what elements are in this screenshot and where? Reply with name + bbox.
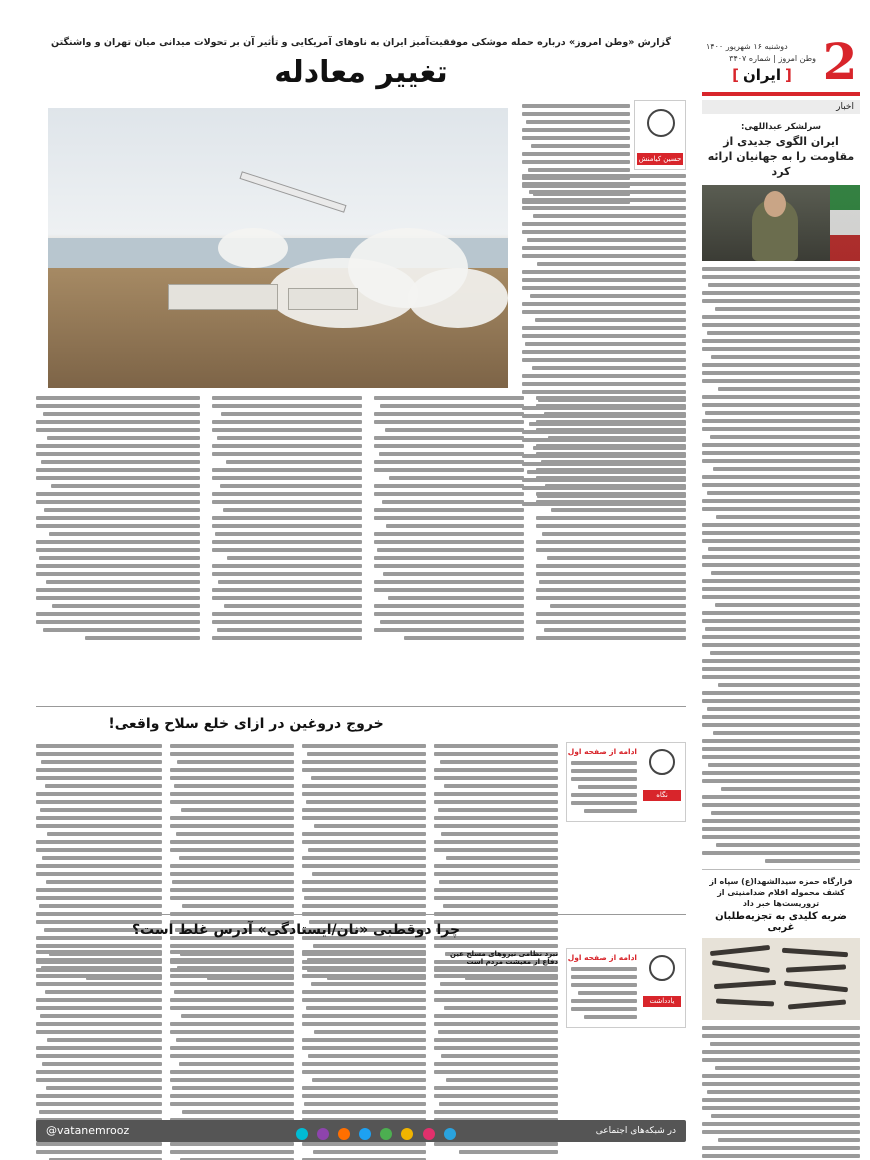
section-divider-2: [36, 914, 686, 915]
social-label: در شبکه‌های اجتماعی: [595, 1126, 676, 1136]
story3-intro: [571, 967, 637, 1023]
section-divider-1: [36, 706, 686, 707]
masthead-rule: [702, 92, 860, 96]
seized-weapons-photo: [702, 938, 860, 1020]
instagram-icon[interactable]: [423, 1128, 435, 1140]
story2-tag: [641, 745, 683, 803]
portrait-face: [764, 191, 786, 217]
section-name: [712, 66, 812, 84]
pen-icon: [647, 109, 675, 137]
writer-badge: [634, 100, 686, 170]
issue-number: وطن امروز | شماره ۳۴۰۷: [729, 54, 816, 63]
footer-bar: [36, 1120, 686, 1142]
page-number: 2: [822, 32, 858, 91]
pen-icon: [649, 955, 675, 981]
story3-tag-label: یادداشت: [643, 996, 681, 1007]
aparat-icon[interactable]: [338, 1128, 350, 1140]
main-content: [36, 34, 686, 1005]
lead-column-4: [36, 396, 200, 648]
news-tag: اخبار: [702, 100, 860, 114]
story2-tag-label: نگاه: [643, 790, 681, 801]
bracket-open: [: [785, 66, 792, 84]
sidebar-story2-title: ضربه کلیدی به تجزیه‌طلبان غربی: [715, 911, 847, 933]
story3-tag: [641, 951, 683, 1009]
lead-column-1: [536, 396, 686, 648]
iran-flag: [830, 185, 860, 261]
social-icons: [296, 1125, 460, 1137]
story3-continued: ادامه از صفحه اول: [567, 953, 637, 962]
issue-date: دوشنبه ۱۶ شهریور ۱۴۰۰: [706, 42, 788, 51]
lead-kicker: گزارش «وطن امروز» درباره حمله موشکی موفقیت‌آمیز ایران به ناوهای آمریکایی و تأثیر آن بر تحولات میدانی میان تهران و واشنگتن: [51, 37, 671, 48]
story2-intro: [571, 761, 637, 817]
eitaa-icon[interactable]: [401, 1128, 413, 1140]
writer-name: حسین کیامنش: [638, 155, 682, 163]
lead-headline: تغییر معادله: [274, 55, 448, 90]
story2-continued: ادامه از صفحه اول: [567, 747, 637, 756]
sidebar-story1-body: [702, 267, 860, 863]
sidebar: [702, 34, 860, 1124]
lead-column-2: [374, 396, 524, 648]
telegram-icon[interactable]: [444, 1128, 456, 1140]
social-handle[interactable]: @vatanemrooz: [46, 1124, 130, 1137]
general-portrait-photo: [702, 185, 860, 261]
sidebar-story2-body: [702, 1026, 860, 1160]
bale-icon[interactable]: [296, 1128, 308, 1140]
sidebar-story2-kicker: فرارگاه حمزه سیدالشهدا(ع) سپاه از کشف محموله اقلام ضدامنیتی از تروریست‌ها خبر داد: [709, 877, 853, 908]
lead-column-3: [212, 396, 362, 648]
pen-icon: [649, 749, 675, 775]
sidebar-story1-title: ایران الگوی جدیدی از مقاومت را به جهانیان ارائه کرد: [707, 135, 855, 178]
missile-launch-photo: [48, 108, 508, 388]
story3-headline: چرا دوقطبی «نان/ایستادگی» آدرس غلط است؟: [131, 922, 461, 938]
story3-subhead: نبرد نظامی نیروهای مسلح عین دفاع از معیشت مردم است: [449, 950, 558, 966]
missile: [239, 171, 346, 213]
sidebar-story1-kicker: سرلشکر عبداللهی:: [740, 122, 822, 132]
story3-tag-box: [566, 948, 686, 1028]
sidebar-divider: [702, 869, 860, 870]
soroush-icon[interactable]: [380, 1128, 392, 1140]
rubika-icon[interactable]: [317, 1128, 329, 1140]
story2-tag-box: [566, 742, 686, 822]
story2: [36, 714, 686, 914]
bracket-close: ]: [732, 66, 739, 84]
masthead: [702, 34, 860, 90]
twitter-icon[interactable]: [359, 1128, 371, 1140]
story3: [36, 920, 686, 1146]
section-label: ایران: [742, 66, 782, 84]
lead-columns: [36, 396, 686, 648]
lead-story: [36, 100, 686, 648]
story2-headline: خروج دروغین در ازای خلع سلاح واقعی!: [108, 716, 384, 732]
